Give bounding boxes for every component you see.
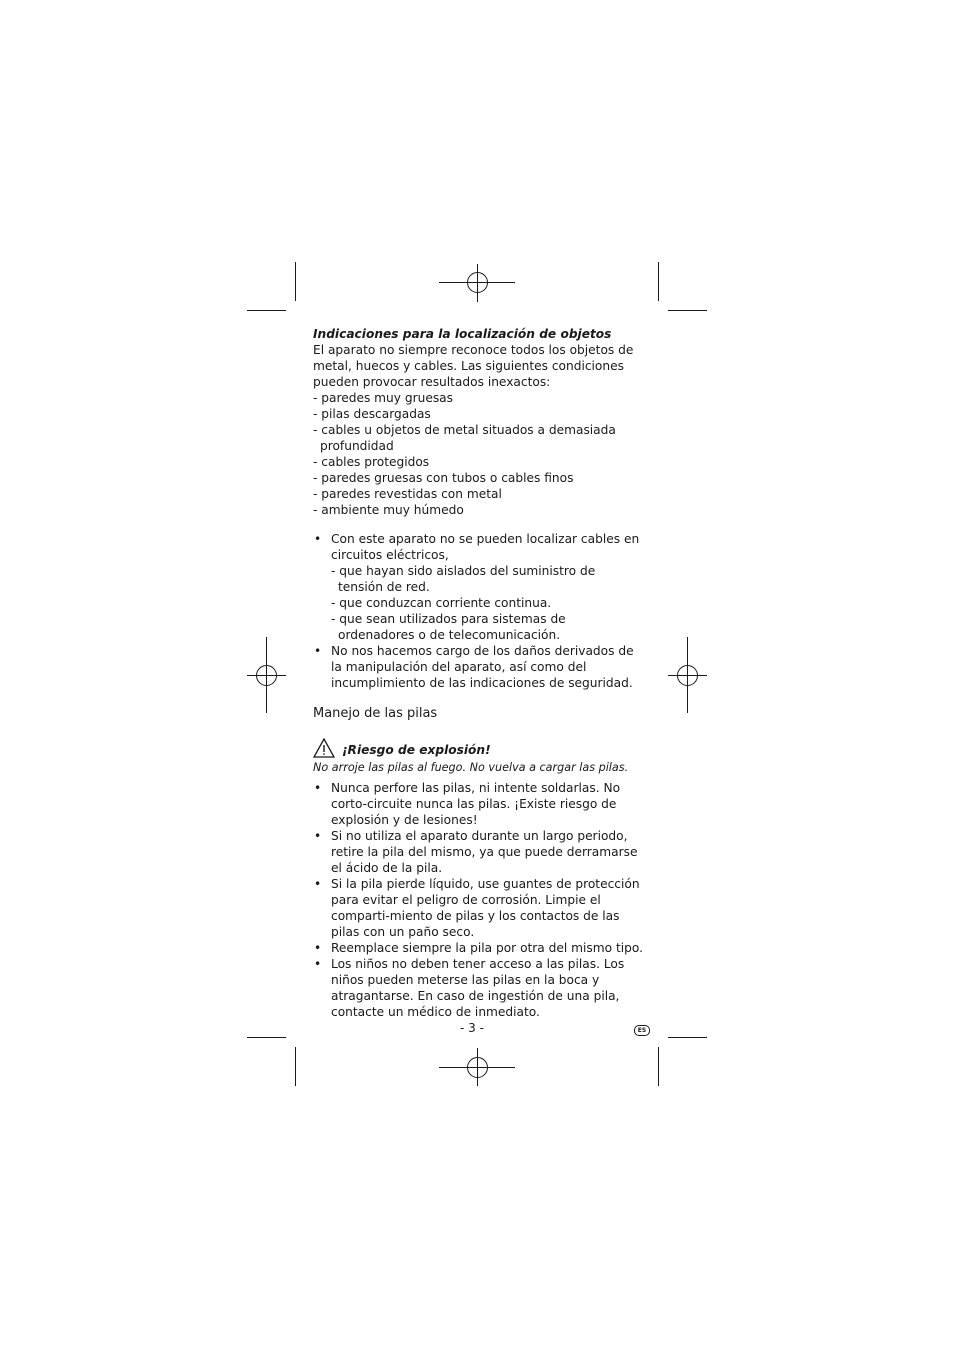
condition-item: - pilas descargadas xyxy=(313,407,431,421)
warning-header xyxy=(313,736,643,758)
intro-paragraph: El aparato no siempre reconoce todos los objetos de metal, huecos y cables. Las siguientes condiciones pueden provocar resultados inexactos: xyxy=(313,343,634,389)
sub-list xyxy=(331,563,643,643)
sub-item: - que conduzcan corriente continua. xyxy=(331,596,552,610)
page-content xyxy=(313,326,643,1020)
condition-item: - paredes revestidas con metal xyxy=(313,487,502,501)
warning-text: No arroje las pilas al fuego. No vuelva a cargar las pilas. xyxy=(313,761,629,774)
condition-item: - paredes gruesas con tubos o cables finos xyxy=(313,471,574,485)
sub-item: - que sean utilizados para sistemas de ordenadores o de telecomunicación. xyxy=(331,612,566,642)
battery-instructions-list xyxy=(313,780,643,1020)
conditions-list xyxy=(313,390,643,518)
section-heading-batteries: Manejo de las pilas xyxy=(313,706,438,721)
condition-item: - ambiente muy húmedo xyxy=(313,503,464,517)
warning-triangle-icon xyxy=(313,738,335,758)
bullet-item: • Si no utiliza el aparato durante un largo periodo, retire la pila del mismo, ya que puede derramarse el ácido de la pila. xyxy=(313,828,643,876)
section-heading-object-location: Indicaciones para la localización de objetos xyxy=(313,327,612,341)
limitations-list xyxy=(313,531,643,691)
bullet-item: • Reemplace siempre la pila por otra del mismo tipo. xyxy=(313,940,643,956)
bullet-item: • Si la pila pierde líquido, use guantes de protección para evitar el peligro de corrosión. Limpie el comparti-miento de pilas y los contactos de las pilas con un paño seco. xyxy=(313,876,643,940)
warning-title: ¡Riesgo de explosión! xyxy=(342,743,491,757)
language-badge: ES xyxy=(634,1025,650,1036)
condition-item: - paredes muy gruesas xyxy=(313,391,453,405)
bullet-item: • Los niños no deben tener acceso a las pilas. Los niños pueden meterse las pilas en la boca y atragantarse. En caso de ingestión de una pila, contacte un médico de inmediato. xyxy=(313,956,643,1020)
bullet-item xyxy=(313,531,643,643)
condition-item: - cables protegidos xyxy=(313,455,430,469)
sub-item: - que hayan sido aislados del suministro de tensión de red. xyxy=(331,564,596,594)
page-number: - 3 - xyxy=(460,1021,484,1035)
bullet-item: • Nunca perfore las pilas, ni intente soldarlas. No corto-circuite nunca las pilas. ¡Existe riesgo de explosión y de lesiones! xyxy=(313,780,643,828)
bullet-text: Con este aparato no se pueden localizar cables en circuitos eléctricos, xyxy=(331,532,640,562)
condition-item: - cables u objetos de metal situados a demasiada profundidad xyxy=(313,423,616,453)
bullet-item: • No nos hacemos cargo de los daños derivados de la manipulación del aparato, así como del incumplimiento de las indicaciones de seguridad. xyxy=(313,643,643,691)
